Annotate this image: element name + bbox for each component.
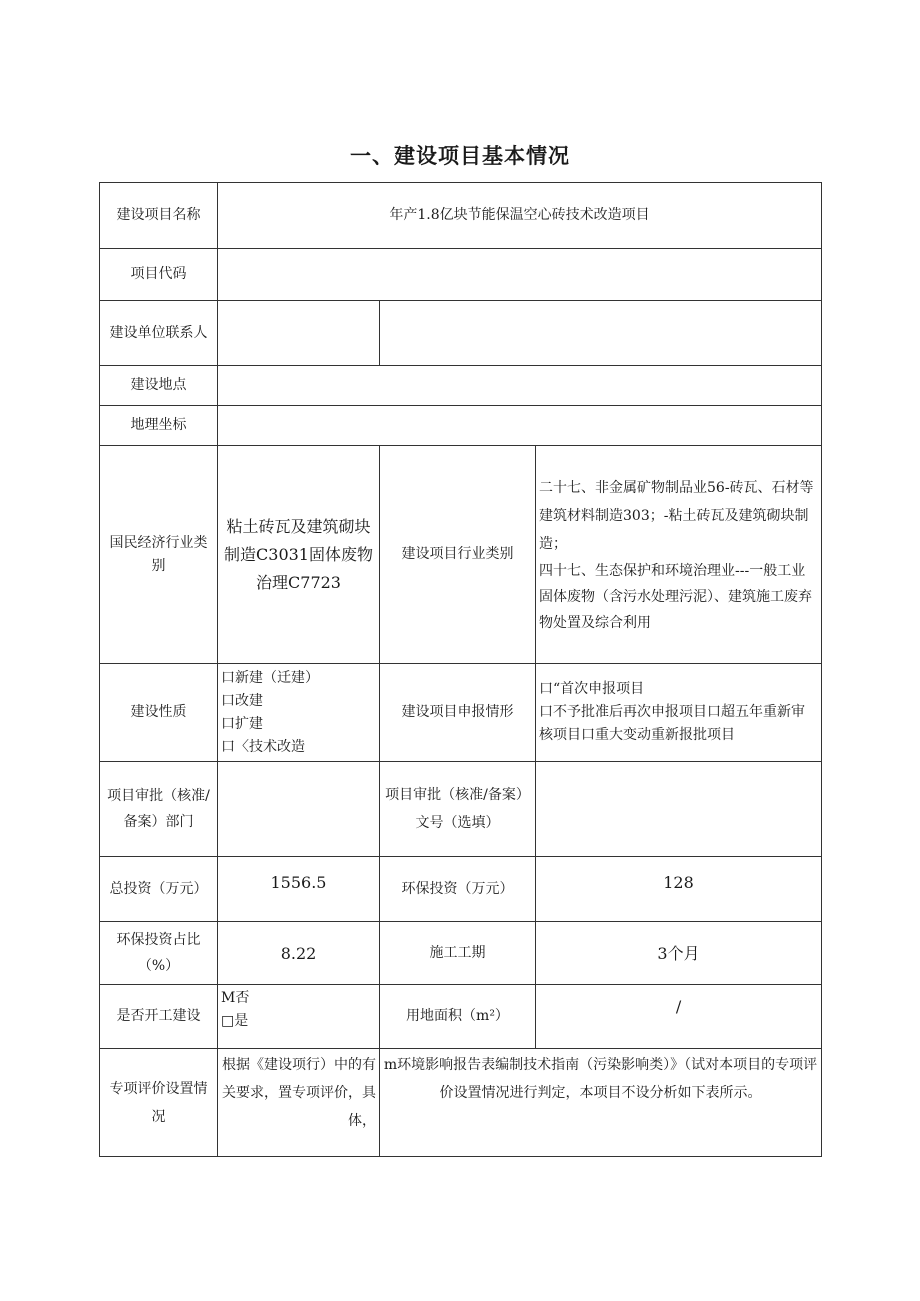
table-row: [100, 249, 822, 301]
table-row: [100, 857, 822, 922]
coordinates-label: 地理坐标: [100, 406, 218, 446]
location-value: [218, 366, 822, 406]
page-title: 一、建设项目基本情况: [350, 144, 570, 168]
table-row: [100, 301, 822, 366]
land-area-label: 用地面积（m²）: [380, 985, 536, 1049]
report-type-label: 建设项目申报情形: [380, 664, 536, 762]
project-code-label: 项目代码: [100, 249, 218, 301]
approval-doc-value: [536, 762, 822, 857]
special-eval-label: 专项评价设置情况: [100, 1049, 218, 1157]
checkbox-first-report[interactable]: 口“首次申报项目: [539, 681, 645, 697]
env-ratio-value: 8.22: [218, 922, 380, 985]
industry-value: 粘土砖瓦及建筑砌块制造C3031固体废物治理C7723: [218, 446, 380, 664]
industry-category-label: 建设项目行业类别: [380, 446, 536, 664]
location-label: 建设地点: [100, 366, 218, 406]
nature-options: [218, 664, 380, 762]
table-row: [100, 762, 822, 857]
approval-doc-label: 项目审批（核准/备案）文号（选填）: [380, 762, 536, 857]
special-eval-text-right: m环境影响报告表编制技术指南（污染影响类）》（试对本项目的专项评价设置情况进行判定，本项目不设分析如下表所示。: [380, 1049, 822, 1157]
total-investment-value: 1556.5: [218, 857, 380, 922]
table-row: [100, 446, 822, 664]
env-investment-value: 128: [536, 857, 822, 922]
project-code-value: [218, 249, 822, 301]
table-row: [100, 366, 822, 406]
industry-category-value-2: 四十七、生态保护和环境治理业---一般工业固体废物（含污水处理污泥）、建筑施工废弃物处置及综合利用: [539, 562, 812, 631]
checkbox-other-report[interactable]: 口不予批准后再次申报项目口超五年重新审核项目口重大变动重新报批项目: [539, 704, 805, 743]
checkbox-not-started[interactable]: M否: [221, 990, 250, 1006]
special-eval-text-left: 根据《建设项行）中的有关要求，置专项评价，具体，: [218, 1049, 380, 1157]
table-row: [100, 183, 822, 249]
table-row: [100, 664, 822, 762]
report-type-options: [536, 664, 822, 762]
industry-category-cell: [536, 446, 822, 664]
started-options: [218, 985, 380, 1049]
checkbox-expand[interactable]: 口扩建: [221, 715, 263, 732]
land-area-value: /: [536, 985, 822, 1049]
table-row: [100, 1049, 822, 1157]
checkbox-rebuild[interactable]: 口改建: [221, 692, 263, 709]
contact-phone: [380, 301, 822, 366]
project-name-label: 建设项目名称: [100, 183, 218, 249]
coordinates-value: [218, 406, 822, 446]
contact-value: [218, 301, 380, 366]
project-info-table: [99, 182, 822, 1157]
table-row: [100, 406, 822, 446]
approval-dept-value: [218, 762, 380, 857]
env-investment-label: 环保投资（万元）: [380, 857, 536, 922]
total-investment-label: 总投资（万元）: [100, 857, 218, 922]
nature-label: 建设性质: [100, 664, 218, 762]
industry-category-value-1: 二十七、非金属矿物制品业56-砖瓦、石材等建筑材料制造303；-粘土砖瓦及建筑砌块制造；: [539, 479, 814, 552]
checkbox-new[interactable]: 口新建（迁建）: [221, 669, 319, 686]
construction-period-label: 施工工期: [380, 922, 536, 985]
project-name-value: 年产1.8亿块节能保温空心砖技术改造项目: [218, 183, 822, 249]
started-label: 是否开工建设: [100, 985, 218, 1049]
env-ratio-label: 环保投资占比（%）: [100, 922, 218, 985]
approval-dept-label: 项目审批（核准/备案）部门: [100, 762, 218, 857]
contact-label: 建设单位联系人: [100, 301, 218, 366]
table-row: [100, 922, 822, 985]
industry-label: 国民经济行业类别: [100, 446, 218, 664]
checkbox-tech-upgrade[interactable]: 口〈技术改造: [221, 738, 305, 755]
checkbox-started[interactable]: □是: [221, 1013, 249, 1029]
table-row: [100, 985, 822, 1049]
construction-period-value: 3个月: [536, 922, 822, 985]
